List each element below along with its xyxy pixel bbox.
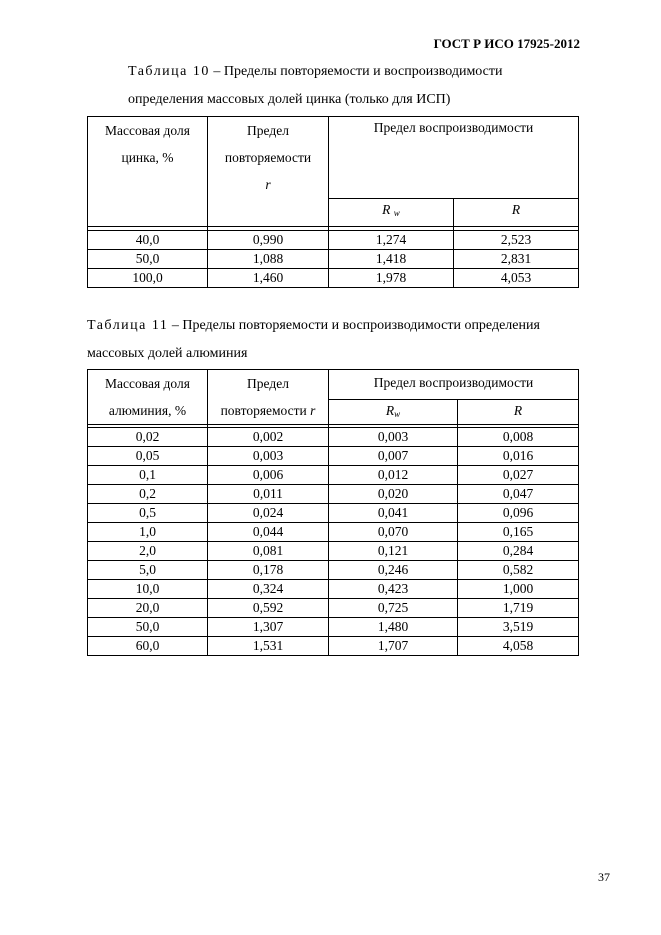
table11-row	[88, 580, 579, 599]
table10-cell: 50,0	[88, 250, 208, 269]
table11-row	[88, 485, 579, 504]
table11-cell: 5,0	[88, 561, 208, 580]
table11-cell: 0,027	[458, 466, 579, 485]
table10-rw-sub: w	[393, 208, 400, 218]
table11-row	[88, 504, 579, 523]
table10-row	[88, 231, 579, 250]
table11-rw-header	[329, 399, 458, 424]
table10-caption-line2: определения массовых долей цинка (только для ИСП)	[128, 92, 451, 107]
table10-cell: 2,523	[454, 231, 579, 250]
table11-cell: 0,121	[329, 542, 458, 561]
table10-col2-symbol: r	[265, 177, 271, 192]
table11-cell: 0,041	[329, 504, 458, 523]
table11-cell: 0,05	[88, 447, 208, 466]
table10-col1-line1: Массовая доля	[105, 123, 190, 138]
table10-cell: 1,418	[329, 250, 454, 269]
table11-cell: 2,0	[88, 542, 208, 561]
table10-row	[88, 250, 579, 269]
table10-col2-line1: Предел	[247, 123, 289, 138]
table11-row	[88, 428, 579, 447]
table11-col2-header	[208, 370, 329, 425]
table11-cell: 0,011	[208, 485, 329, 504]
table11-row	[88, 466, 579, 485]
table11-row	[88, 561, 579, 580]
table11-group-header: Предел воспроизводимости	[329, 370, 579, 400]
table11-cell: 0,02	[88, 428, 208, 447]
table11-cell: 0,044	[208, 523, 329, 542]
table11-cell: 0,003	[208, 447, 329, 466]
table10-cell: 1,460	[208, 269, 329, 288]
table10-cell: 4,053	[454, 269, 579, 288]
table10-cell: 100,0	[88, 269, 208, 288]
table10-col2-line2: повторяемости	[224, 150, 312, 165]
table11-col1-line1: Массовая доля	[105, 376, 190, 391]
table11-cell: 0,165	[458, 523, 579, 542]
table10-col2-header	[208, 117, 329, 227]
table10-cell: 1,088	[208, 250, 329, 269]
table11-rw-sub: w	[394, 408, 401, 419]
table11-cell: 1,480	[329, 618, 458, 637]
table11-cell: 0,020	[329, 485, 458, 504]
table11-cell: 1,531	[208, 637, 329, 656]
table11-cell: 0,024	[208, 504, 329, 523]
table10-col1-header	[88, 117, 208, 227]
table11-cell: 0,003	[329, 428, 458, 447]
table11-cell: 3,519	[458, 618, 579, 637]
table10-row	[88, 269, 579, 288]
table11-cell: 0,423	[329, 580, 458, 599]
table11-rw-main: R	[385, 402, 395, 418]
table11-cell: 0,2	[88, 485, 208, 504]
table10-group-header: Предел воспроизводимости	[329, 117, 579, 199]
table10-cell: 1,274	[329, 231, 454, 250]
table11-cell: 1,719	[458, 599, 579, 618]
table11-cell: 1,0	[88, 523, 208, 542]
table11-cell: 50,0	[88, 618, 208, 637]
table10-rw-main: R	[382, 202, 391, 217]
table11-col2-line1: Предел	[247, 376, 289, 391]
table10-cell: 40,0	[88, 231, 208, 250]
table11-cell: 0,096	[458, 504, 579, 523]
table11-cell: 0,070	[329, 523, 458, 542]
table11-cell: 20,0	[88, 599, 208, 618]
table11-row	[88, 618, 579, 637]
table11-cell: 0,081	[208, 542, 329, 561]
table11-cell: 0,246	[329, 561, 458, 580]
table11-cell: 1,707	[329, 637, 458, 656]
table11-cell: 0,006	[208, 466, 329, 485]
table11-caption-line1	[87, 318, 540, 334]
table11-caption-line2: массовых долей алюминия	[87, 346, 248, 361]
table10-caption-line1	[128, 64, 502, 80]
table11-cell: 0,047	[458, 485, 579, 504]
table11-caption-text: – Пределы повторяемости и воспроизводимости определения	[168, 318, 540, 333]
table11-cell: 1,000	[458, 580, 579, 599]
table11-cell: 0,008	[458, 428, 579, 447]
standard-designation: ГОСТ Р ИСО 17925-2012	[433, 36, 580, 51]
table11-col1-line2: алюминия, %	[108, 403, 187, 418]
table11-caption-label: Таблица 11	[87, 318, 169, 333]
table11-cell: 0,284	[458, 542, 579, 561]
table10-caption-text: – Пределы повторяемости и воспроизводимости	[209, 64, 503, 79]
table11-cell: 4,058	[458, 637, 579, 656]
table11-cell: 0,582	[458, 561, 579, 580]
table11-r-label: R	[513, 402, 523, 418]
table11-row	[88, 447, 579, 466]
table11-col2-line2: повторяемости	[220, 403, 307, 418]
table11-cell: 60,0	[88, 637, 208, 656]
table11-r-header	[458, 399, 579, 424]
table11-cell: 0,007	[329, 447, 458, 466]
table10-cell: 2,831	[454, 250, 579, 269]
table10-rw-header	[329, 199, 454, 227]
table10-cell: 0,990	[208, 231, 329, 250]
table10-col1-line2: цинка, %	[121, 150, 174, 165]
table11-cell: 0,002	[208, 428, 329, 447]
table11-cell: 0,012	[329, 466, 458, 485]
table11-cell: 0,5	[88, 504, 208, 523]
page-number: 37	[598, 870, 610, 884]
table11-cell: 0,1	[88, 466, 208, 485]
table10	[87, 116, 579, 288]
table11-col1-header	[88, 370, 208, 425]
table10-r-label: R	[511, 202, 521, 217]
table10-caption-label: Таблица 10	[128, 64, 210, 79]
table11-row	[88, 599, 579, 618]
table11-row	[88, 523, 579, 542]
table11-cell: 10,0	[88, 580, 208, 599]
table11-col2-symbol: r	[310, 403, 316, 418]
table10-r-header	[454, 199, 579, 227]
table11	[87, 369, 579, 656]
table11-row	[88, 637, 579, 656]
table11-cell: 0,178	[208, 561, 329, 580]
table11-cell: 0,324	[208, 580, 329, 599]
table11-cell: 0,016	[458, 447, 579, 466]
table11-cell: 1,307	[208, 618, 329, 637]
table10-cell: 1,978	[329, 269, 454, 288]
table11-cell: 0,725	[329, 599, 458, 618]
table11-cell: 0,592	[208, 599, 329, 618]
table11-row	[88, 542, 579, 561]
